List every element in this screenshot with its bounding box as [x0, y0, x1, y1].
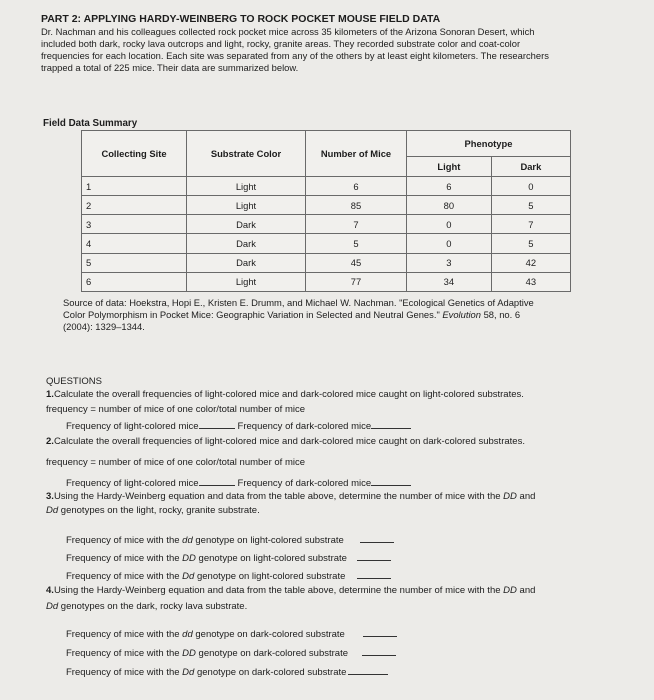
question-2-answers: Frequency of light-colored mice Frequency of dark-colored mice	[66, 476, 411, 490]
header-light: Light	[407, 157, 492, 177]
cell-dark: 42	[491, 253, 570, 272]
cell-light: 0	[407, 234, 492, 253]
cell-number: 6	[306, 177, 407, 196]
cell-substrate: Dark	[187, 215, 306, 234]
intro-line: included both dark, rocky lava outcrops and light, rocky, granite areas. They recorded substrate color and coat-color	[41, 38, 521, 49]
header-collecting-site: Collecting Site	[82, 131, 187, 177]
question-1-answers: Frequency of light-colored mice Frequency of dark-colored mice	[66, 419, 411, 433]
cell-dark: 0	[491, 177, 570, 196]
part-title: PART 2: APPLYING HARDY-WEINBERG TO ROCK POCKET MOUSE FIELD DATA	[41, 13, 441, 25]
question-1-formula: frequency = number of mice of one color/total number of mice	[46, 404, 306, 415]
question-4-item: Frequency of mice with the DD genotype on dark-colored substrate	[66, 646, 396, 660]
cell-number: 77	[306, 272, 407, 291]
cell-site: 4	[82, 234, 187, 253]
cell-site: 3	[82, 215, 187, 234]
cell-number: 5	[306, 234, 407, 253]
question-4-item: Frequency of mice with the Dd genotype on dark-colored substrate	[66, 665, 388, 679]
cell-site: 2	[82, 196, 187, 215]
table-header-row	[82, 131, 571, 157]
question-4-line2: Dd genotypes on the dark, rocky lava substrate.	[46, 601, 248, 612]
table-row	[82, 234, 571, 253]
cell-light: 6	[407, 177, 492, 196]
answer-blank[interactable]	[199, 419, 235, 429]
header-number-of-mice: Number of Mice	[306, 131, 407, 177]
intro-line: Dr. Nachman and his colleagues collected rock pocket mice across 35 kilometers of the Arizona Sonoran Desert, which	[41, 26, 535, 37]
cell-dark: 5	[491, 196, 570, 215]
cell-substrate: Light	[187, 196, 306, 215]
table-row	[82, 196, 571, 215]
questions-heading: QUESTIONS	[46, 376, 102, 387]
cell-dark: 43	[491, 272, 570, 291]
cell-site: 6	[82, 272, 187, 291]
cell-light: 3	[407, 253, 492, 272]
cell-substrate: Dark	[187, 234, 306, 253]
intro-line: trapped a total of 225 mice. Their data are summarized below.	[41, 62, 299, 73]
answer-blank[interactable]	[360, 533, 394, 543]
cell-site: 5	[82, 253, 187, 272]
source-citation: (2004): 1329–1344.	[63, 321, 145, 332]
question-1: 1.Calculate the overall frequencies of light-colored mice and dark-colored mice caught on light-colored substrates.	[46, 389, 524, 400]
question-2: 2.Calculate the overall frequencies of light-colored mice and dark-colored mice caught on dark-colored substrates.	[46, 436, 525, 447]
table-row	[82, 272, 571, 291]
question-3-item: Frequency of mice with the DD genotype on light-colored substrate	[66, 551, 391, 565]
source-citation: Color Polymorphism in Pocket Mice: Geographic Variation in Selected and Neutral Genes." Evolution 58, no. 6	[63, 309, 521, 320]
cell-number: 45	[306, 253, 407, 272]
question-4: 4.Using the Hardy-Weinberg equation and data from the table above, determine the number of mice with the DD and	[46, 585, 536, 596]
question-3-line2: Dd genotypes on the light, rocky, granite substrate.	[46, 505, 260, 516]
answer-blank[interactable]	[348, 665, 388, 675]
field-data-table	[81, 130, 571, 292]
question-3-item: Frequency of mice with the Dd genotype on light-colored substrate	[66, 569, 391, 583]
table-row	[82, 253, 571, 272]
header-substrate-color: Substrate Color	[187, 131, 306, 177]
cell-number: 85	[306, 196, 407, 215]
source-citation: Source of data: Hoekstra, Hopi E., Kristen E. Drumm, and Michael W. Nachman. "Ecological Genetics of Adaptive	[63, 297, 534, 308]
cell-substrate: Dark	[187, 253, 306, 272]
header-phenotype: Phenotype	[407, 131, 571, 157]
cell-dark: 7	[491, 215, 570, 234]
cell-substrate: Light	[187, 272, 306, 291]
table-row	[82, 177, 571, 196]
answer-blank[interactable]	[357, 551, 391, 561]
cell-number: 7	[306, 215, 407, 234]
cell-light: 0	[407, 215, 492, 234]
field-data-heading: Field Data Summary	[43, 118, 138, 129]
question-2-formula: frequency = number of mice of one color/total number of mice	[46, 457, 306, 468]
cell-substrate: Light	[187, 177, 306, 196]
answer-blank[interactable]	[199, 476, 235, 486]
cell-dark: 5	[491, 234, 570, 253]
intro-line: frequencies for each location. Each site was separated from any of the others by at least eight kilometers. The researchers	[41, 50, 549, 61]
cell-light: 34	[407, 272, 492, 291]
answer-blank[interactable]	[357, 569, 391, 579]
answer-blank[interactable]	[363, 627, 397, 637]
cell-light: 80	[407, 196, 492, 215]
answer-blank[interactable]	[371, 419, 411, 429]
header-dark: Dark	[491, 157, 570, 177]
answer-blank[interactable]	[362, 646, 396, 656]
table-row	[82, 215, 571, 234]
question-3-item: Frequency of mice with the dd genotype on light-colored substrate	[66, 533, 394, 547]
question-4-item: Frequency of mice with the dd genotype on dark-colored substrate	[66, 627, 397, 641]
cell-site: 1	[82, 177, 187, 196]
question-3: 3.Using the Hardy-Weinberg equation and data from the table above, determine the number of mice with the DD and	[46, 491, 536, 502]
answer-blank[interactable]	[371, 476, 411, 486]
